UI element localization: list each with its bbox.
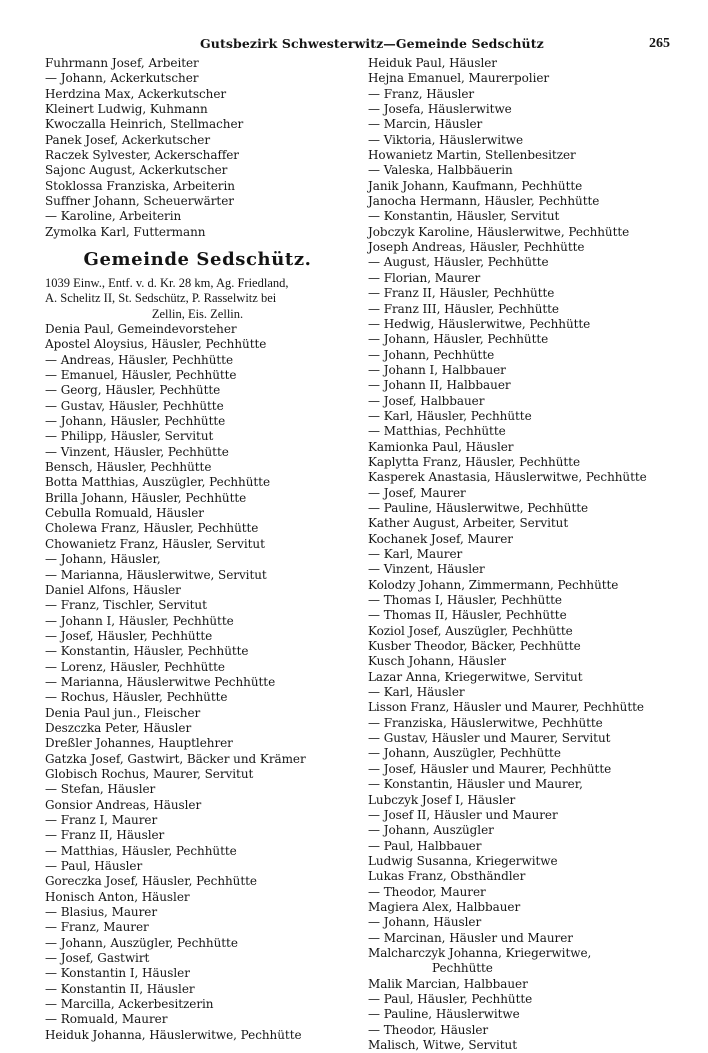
directory-entry: Kusber Theodor, Bäcker, Pechhütte — [368, 639, 581, 654]
directory-entry: Deszczka Peter, Häusler — [45, 720, 192, 735]
directory-entry: — Gustav, Häusler, Pechhütte — [45, 398, 224, 413]
directory-entry: Cebulla Romuald, Häusler — [45, 506, 204, 521]
directory-entry: — Karl, Maurer — [368, 547, 463, 561]
directory-entry: Chowanietz Franz, Häusler, Servitut — [45, 536, 265, 551]
directory-entry: — Thomas I, Häusler, Pechhütte — [368, 593, 562, 608]
section-info — [45, 276, 350, 322]
directory-entry: — Paul, Halbbauer — [368, 838, 482, 853]
directory-entry: Panek Josef, Ackerkutscher — [45, 132, 211, 147]
directory-entry: — Franz II, Häusler, Pechhütte — [368, 286, 555, 301]
directory-entry: — Josef, Halbbauer — [368, 393, 485, 408]
directory-entry: — Emanuel, Häusler, Pechhütte — [45, 368, 237, 383]
directory-entry: — Georg, Häusler, Pechhütte — [45, 383, 221, 398]
directory-entry: Cholewa Franz, Häusler, Pechhütte — [45, 521, 259, 536]
directory-entry: — Matthias, Pechhütte — [368, 424, 506, 439]
directory-entry: — Marianna, Häuslerwitwe Pechhütte — [45, 674, 276, 689]
directory-entry: Ludwig Susanna, Kriegerwitwe — [368, 853, 558, 868]
directory-entry: Howanietz Martin, Stellenbesitzer — [368, 148, 576, 163]
directory-entry: Sajonc August, Ackerkutscher — [45, 163, 228, 178]
directory-entry: — Franziska, Häuslerwitwe, Pechhütte — [368, 715, 603, 730]
directory-entry: Kather August, Arbeiter, Servitut — [368, 516, 569, 531]
directory-entry: Jobczyk Karoline, Häuslerwitwe, Pechhütte — [368, 224, 630, 239]
directory-entry: — Gustav, Häusler und Maurer, Servitut — [368, 731, 611, 746]
directory-entry: — August, Häusler, Pechhütte — [368, 255, 549, 270]
directory-entry: — Karl, Häusler — [368, 685, 465, 700]
directory-entry: — Romuald, Maurer — [45, 1012, 168, 1027]
directory-entry: Botta Matthias, Auszügler, Pechhütte — [45, 475, 271, 490]
directory-entry: Gonsior Andreas, Häusler — [45, 797, 202, 812]
directory-entry: — Marcilla, Ackerbesitzerin — [45, 997, 214, 1012]
directory-entry: — Marianna, Häuslerwitwe, Servitut — [45, 567, 267, 582]
directory-entry: — Theodor, Häusler — [368, 1022, 489, 1037]
directory-entry: — Konstantin I, Häusler — [45, 966, 190, 981]
directory-entry: — Hedwig, Häuslerwitwe, Pechhütte — [368, 316, 591, 331]
directory-entry: — Philipp, Häusler, Servitut — [45, 429, 214, 444]
section-info-line: 1039 Einw., Entf. v. d. Kr. 28 km, Ag. Friedland, — [45, 276, 289, 291]
directory-entry: — Johann II, Halbbauer — [368, 378, 511, 393]
section-info-line: A. Schelitz II, St. Sedschütz, P. Rasselwitz bei — [45, 291, 277, 306]
directory-entry: Zymolka Karl, Futtermann — [45, 224, 206, 239]
running-title: Gutsbezirk Schwesterwitz—Gemeinde Sedschütz — [200, 36, 544, 51]
directory-entry: — Paul, Häusler, Pechhütte — [368, 991, 533, 1006]
directory-entry: Kolodzy Johann, Zimmermann, Pechhütte — [368, 577, 619, 592]
directory-entry: Kasperek Anastasia, Häuslerwitwe, Pechhütte — [368, 470, 647, 485]
directory-entry: Janik Johann, Kaufmann, Pechhütte — [368, 178, 583, 193]
section-info-line: Zellin, Eis. Zellin. — [151, 306, 244, 321]
directory-entry: Denia Paul, Gemeindevorsteher — [45, 322, 237, 337]
directory-entry: — Viktoria, Häuslerwitwe — [368, 132, 524, 147]
directory-entry: Daniel Alfons, Häusler — [45, 582, 181, 597]
directory-entry: — Theodor, Maurer — [368, 884, 486, 899]
directory-entry: Malcharczyk Johanna, Kriegerwitwe, — [368, 945, 592, 960]
directory-entry: — Franz, Tischler, Servitut — [45, 598, 207, 613]
directory-entry: — Vinzent, Häusler — [368, 562, 485, 577]
directory-entry: Pechhütte — [432, 961, 493, 976]
directory-entry: — Valeska, Halbbäuerin — [368, 163, 513, 178]
directory-entry: — Johann, Häusler, Pechhütte — [45, 414, 226, 429]
directory-entry: Stoklossa Franziska, Arbeiterin — [45, 178, 235, 193]
directory-entry: — Johann, Pechhütte — [368, 347, 495, 362]
directory-entry: — Franz I, Maurer — [45, 813, 158, 828]
directory-entry: Janocha Hermann, Häusler, Pechhütte — [368, 194, 600, 209]
directory-entry: — Josef, Häusler und Maurer, Pechhütte — [368, 761, 612, 776]
directory-entry: — Konstantin, Häusler, Pechhütte — [45, 644, 249, 659]
directory-entry: Honisch Anton, Häusler — [45, 889, 190, 904]
directory-entry: Kamionka Paul, Häusler — [368, 439, 514, 454]
directory-entry: — Karl, Häusler, Pechhütte — [368, 408, 532, 423]
left-column — [45, 56, 350, 1043]
directory-entry: Kusch Johann, Häusler — [368, 654, 506, 669]
left-entries-top — [45, 56, 350, 240]
directory-entry: Lubczyk Josef I, Häusler — [368, 792, 516, 807]
directory-entry: Denia Paul jun., Fleischer — [45, 705, 201, 720]
directory-entry: Raczek Sylvester, Ackerschaffer — [45, 148, 239, 163]
right-entries — [368, 56, 686, 1053]
directory-entry: Kochanek Josef, Maurer — [368, 531, 513, 546]
directory-entry: — Konstantin II, Häusler — [45, 981, 195, 996]
directory-entry: — Josef II, Häusler und Maurer — [368, 807, 558, 822]
right-column — [368, 56, 686, 1053]
directory-entry: — Andreas, Häusler, Pechhütte — [45, 352, 234, 367]
directory-entry: — Lorenz, Häusler, Pechhütte — [45, 659, 225, 674]
directory-entry: — Johann, Häusler, Pechhütte — [368, 332, 549, 347]
directory-entry: — Johann, Häusler — [368, 915, 482, 930]
directory-entry: — Karoline, Arbeiterin — [45, 209, 182, 224]
directory-entry: Apostel Aloysius, Häusler, Pechhütte — [45, 337, 267, 352]
directory-entry: Kwoczalla Heinrich, Stellmacher — [45, 117, 244, 132]
directory-entry: Magiera Alex, Halbbauer — [368, 899, 521, 914]
directory-entry: — Matthias, Häusler, Pechhütte — [45, 843, 237, 858]
directory-entry: — Franz II, Häusler — [45, 828, 165, 843]
directory-entry: Kleinert Ludwig, Kuhmann — [45, 102, 208, 117]
directory-entry: Fuhrmann Josef, Arbeiter — [45, 56, 199, 70]
directory-entry: Koziol Josef, Auszügler, Pechhütte — [368, 623, 573, 638]
directory-entry: — Blasius, Maurer — [45, 905, 158, 920]
directory-entry: — Josef, Maurer — [368, 485, 466, 500]
directory-entry: Bensch, Häusler, Pechhütte — [45, 460, 212, 475]
directory-entry: — Pauline, Häuslerwitwe — [368, 1007, 520, 1022]
directory-entry: Lazar Anna, Kriegerwitwe, Servitut — [368, 669, 583, 684]
directory-entry: Herdzina Max, Ackerkutscher — [45, 86, 227, 101]
directory-entry: — Franz, Häusler — [368, 86, 475, 101]
directory-entry: Globisch Rochus, Maurer, Servitut — [45, 766, 254, 781]
directory-entry: — Pauline, Häuslerwitwe, Pechhütte — [368, 500, 589, 515]
directory-entry: — Stefan, Häusler — [45, 782, 156, 797]
directory-entry: — Johann, Häusler, — [45, 552, 161, 567]
directory-entry: — Johann I, Häusler, Pechhütte — [45, 613, 234, 628]
directory-entry: — Johann I, Halbbauer — [368, 362, 506, 377]
directory-entry: Brilla Johann, Häusler, Pechhütte — [45, 490, 247, 505]
directory-entry: — Marcinan, Häusler und Maurer — [368, 930, 573, 945]
directory-entry: — Johann, Auszügler, Pechhütte — [45, 935, 238, 950]
directory-entry: — Johann, Auszügler, Pechhütte — [368, 746, 561, 761]
directory-entry: Heiduk Johanna, Häuslerwitwe, Pechhütte — [45, 1027, 302, 1042]
directory-entry: Dreßler Johannes, Hauptlehrer — [45, 736, 233, 751]
page-header — [40, 34, 670, 56]
directory-entry: — Franz, Maurer — [45, 920, 149, 935]
directory-entry: Heiduk Paul, Häusler — [368, 56, 497, 70]
directory-entry: — Florian, Maurer — [368, 270, 481, 285]
directory-entry: Goreczka Josef, Häusler, Pechhütte — [45, 874, 257, 889]
directory-entry: Malisch, Witwe, Servitut — [368, 1038, 517, 1052]
directory-entry: Lukas Franz, Obsthändler — [368, 869, 526, 884]
directory-entry: Malik Marcian, Halbbauer — [368, 976, 528, 991]
directory-entry: — Josef, Häusler, Pechhütte — [45, 628, 213, 643]
left-entries-bottom — [45, 322, 350, 1043]
directory-entry: Kaplytta Franz, Häusler, Pechhütte — [368, 454, 581, 469]
directory-entry: — Paul, Häusler — [45, 859, 143, 874]
directory-entry: — Josef, Gastwirt — [45, 951, 150, 966]
directory-entry: Lisson Franz, Häusler und Maurer, Pechhütte — [368, 700, 644, 715]
directory-entry: Suffner Johann, Scheuerwärter — [45, 194, 234, 209]
directory-entry: — Johann, Auszügler — [368, 823, 494, 838]
page-number: 265 — [649, 36, 670, 51]
directory-entry: — Konstantin, Häusler und Maurer, — [368, 777, 583, 792]
directory-entry: — Josefa, Häuslerwitwe — [368, 102, 512, 117]
directory-entry: Hejna Emanuel, Maurerpolier — [368, 71, 550, 86]
directory-entry: — Konstantin, Häusler, Servitut — [368, 209, 560, 224]
directory-entry: — Vinzent, Häusler, Pechhütte — [45, 444, 229, 459]
directory-entry: Joseph Andreas, Häusler, Pechhütte — [368, 240, 585, 255]
directory-entry: — Franz III, Häusler, Pechhütte — [368, 301, 559, 316]
directory-entry: — Johann, Ackerkutscher — [45, 71, 199, 86]
directory-entry: — Thomas II, Häusler, Pechhütte — [368, 608, 567, 623]
directory-entry: — Marcin, Häusler — [368, 117, 483, 132]
directory-entry: — Rochus, Häusler, Pechhütte — [45, 690, 228, 705]
section-heading: Gemeinde Sedschütz. — [83, 249, 312, 271]
directory-entry: Gatzka Josef, Gastwirt, Bäcker und Krämer — [45, 751, 306, 766]
